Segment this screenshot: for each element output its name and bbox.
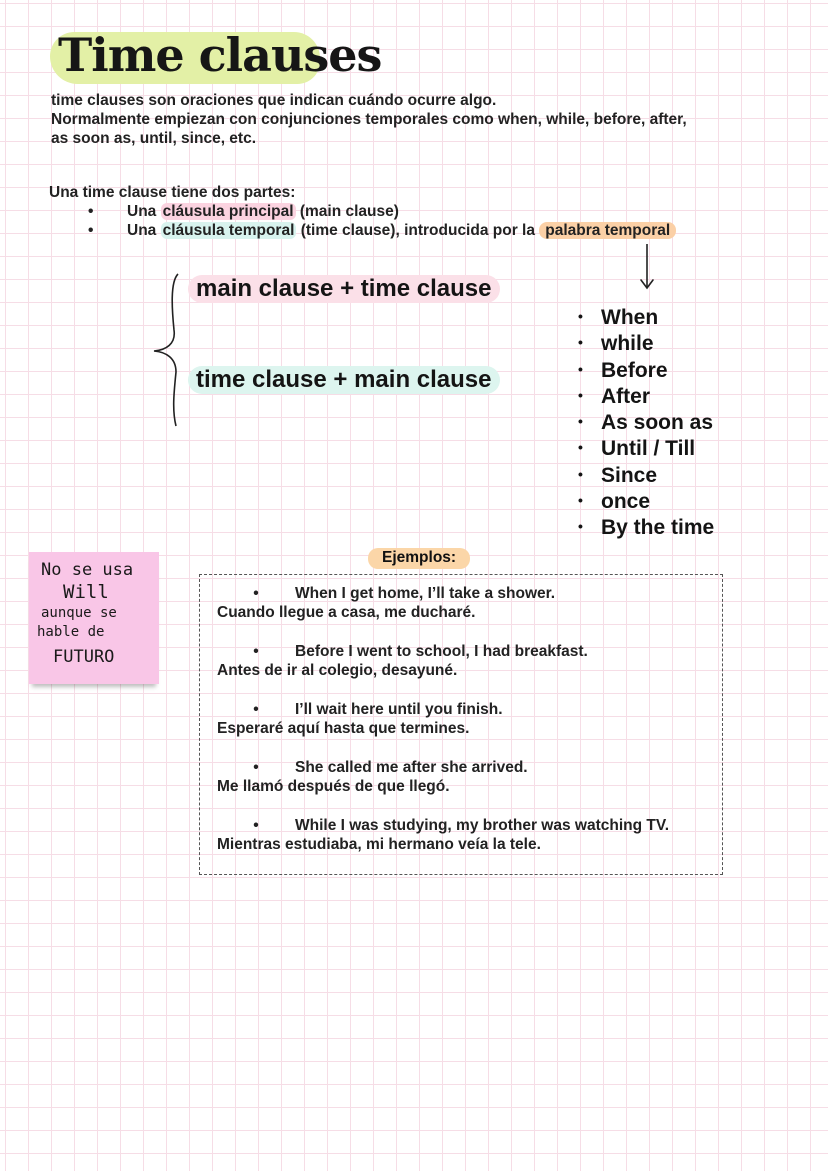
list-item: • By the time xyxy=(578,516,715,540)
curly-brace-icon xyxy=(148,270,188,430)
example-spanish: Cuando llegue a casa, me ducharé. xyxy=(217,604,476,621)
parts-heading: Una time clause tiene dos partes: xyxy=(49,184,296,201)
list-item: • When xyxy=(578,306,659,329)
bullet-prefix: Una xyxy=(127,222,161,239)
example-item: • When I get home, I’ll take a shower. Cuando llegue a casa, me ducharé. xyxy=(217,585,556,621)
example-item: • I’ll wait here until you finish. Esperaré aquí hasta que termines. xyxy=(217,701,503,737)
list-item: • while xyxy=(578,332,654,356)
intro-line-3: as soon as, until, since, etc. xyxy=(51,130,257,147)
list-item: • Since xyxy=(578,463,658,487)
examples-heading: Ejemplos: xyxy=(368,548,470,569)
list-item: • After xyxy=(578,384,651,408)
bullet-prefix: Una xyxy=(127,203,161,220)
example-item: • Before I went to school, I had breakfast. Antes de ir al colegio, desayuné. xyxy=(217,643,588,679)
main-clause-highlight: cláusula principal xyxy=(162,203,294,220)
example-spanish: Antes de ir al colegio, desayuné. xyxy=(217,662,458,679)
sticky-line-4: hable de xyxy=(37,624,105,640)
bullet-suffix: (main clause) xyxy=(295,203,399,220)
sticky-line-1: No se usa xyxy=(41,560,134,580)
intro-line-1: time clauses son oraciones que indican cuándo ocurre algo. xyxy=(51,92,497,109)
example-spanish: Esperaré aquí hasta que termines. xyxy=(217,720,470,737)
intro-paragraph xyxy=(51,91,771,148)
example-english: Before I went to school, I had breakfast. xyxy=(295,643,588,660)
structure-main-first: main clause + time clause xyxy=(188,275,500,303)
example-english: While I was studying, my brother was watching TV. xyxy=(295,817,670,834)
bullet-middle: (time clause), introducida por la xyxy=(296,222,540,239)
example-english: She called me after she arrived. xyxy=(295,759,528,776)
structure-time-first: time clause + main clause xyxy=(188,366,500,394)
list-item: • once xyxy=(578,490,651,514)
page-title-block xyxy=(48,22,382,88)
example-item: • She called me after she arrived. Me llamó después de que llegó. xyxy=(217,759,528,795)
page-title: Time clauses xyxy=(58,28,382,82)
examples-box xyxy=(199,574,723,875)
example-english: When I get home, I’ll take a shower. xyxy=(295,585,556,602)
down-arrow-icon xyxy=(636,242,658,292)
list-item: • Until / Till xyxy=(578,437,696,461)
example-item: • While I was studying, my brother was watching TV. Mientras estudiaba, mi hermano veía la tele. xyxy=(217,817,670,853)
sticky-line-5: FUTURO xyxy=(53,647,115,667)
conjunction-list xyxy=(578,304,714,541)
bullet-dot: • xyxy=(88,222,94,239)
bullet-dot: • xyxy=(88,203,94,220)
time-clause-highlight: cláusula temporal xyxy=(162,222,295,239)
temporal-word-highlight: palabra temporal xyxy=(539,222,676,239)
sticky-line-3: aunque se xyxy=(41,605,117,621)
example-spanish: Me llamó después de que llegó. xyxy=(217,778,450,795)
list-item: • Before xyxy=(578,358,668,382)
intro-line-2: Normalmente empiezan con conjunciones temporales como when, while, before, after, xyxy=(51,111,687,128)
example-english: I’ll wait here until you finish. xyxy=(295,701,503,718)
parts-bullet-time xyxy=(88,222,676,240)
sticky-line-2: Will xyxy=(63,581,109,603)
example-spanish: Mientras estudiaba, mi hermano veía la tele. xyxy=(217,836,541,853)
parts-bullet-main xyxy=(88,203,399,221)
list-item: • As soon as xyxy=(578,411,714,435)
sticky-note xyxy=(29,552,159,684)
